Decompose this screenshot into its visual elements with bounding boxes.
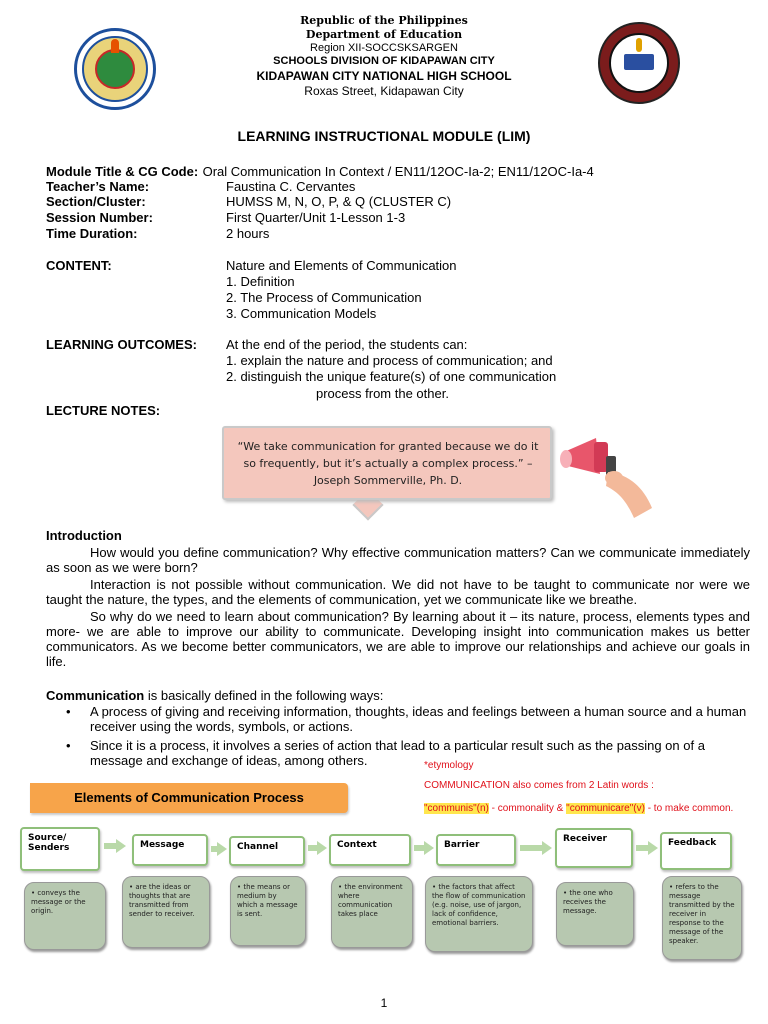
definition-intro — [46, 688, 383, 703]
definition-bullet: A process of giving and receiving information, thoughts, ideas and feelings between a human source and a human receiver using the words, symbols, or actions. — [90, 704, 747, 734]
element-box-channel: Channel — [229, 836, 305, 866]
arrow-right-icon — [317, 841, 327, 855]
time-label: Time Duration: — [46, 226, 138, 241]
definition-bullet: Since it is a process, it involves a series of action that lead to a particular result such as the passing on of a message and exchange of ideas, among others. — [90, 738, 705, 768]
outcome-item: 1. explain the nature and process of communication; and — [226, 353, 553, 368]
section-value: HUMSS M, N, O, P, & Q (CLUSTER C) — [226, 194, 452, 209]
time-value: 2 hours — [226, 226, 270, 241]
section-label: Section/Cluster: — [46, 194, 146, 209]
intro-paragraph: Interaction is not possible without communication. We did not have to be taught to communicate nor were we taught the nature, the types, and the elements of communication, yet we communicate like we breathe. — [46, 577, 750, 607]
school-address: Roxas Street, Kidapawan City — [304, 84, 464, 98]
quote-text: “We take communication for granted because we do it so frequently, but it’s actually a complex process.” – Joseph Sommerville, Ph. D. — [237, 440, 539, 487]
element-box-feedback: Feedback — [660, 832, 732, 870]
element-desc-channel: • the means or medium by which a message is sent. — [230, 876, 306, 946]
outcome-item-cont: process from the other. — [316, 386, 449, 401]
flow-arrow-stem — [520, 845, 542, 851]
school-name: KIDAPAWAN CITY NATIONAL HIGH SCHOOL — [256, 69, 512, 83]
session-label: Session Number: — [46, 210, 153, 225]
outcomes-label: LEARNING OUTCOMES: — [46, 337, 197, 352]
content-heading: Nature and Elements of Communication — [226, 258, 457, 273]
page-title: LEARNING INSTRUCTIONAL MODULE (LIM) — [237, 128, 531, 144]
region-line: Region XII-SOCCSKSARGEN — [310, 42, 458, 54]
element-desc-source: • conveys the message or the origin. — [24, 882, 106, 950]
bullet-icon: • — [66, 704, 71, 719]
department-line: Department of Education — [305, 28, 463, 41]
etymology-tag: *etymology — [424, 760, 474, 771]
teacher-label: Teacher’s Name: — [46, 179, 150, 194]
definition-term: Communication — [46, 688, 145, 703]
flow-arrow-stem — [636, 845, 648, 851]
element-desc-context: • the environment where communication takes place — [331, 876, 413, 948]
etymology-words — [424, 803, 733, 814]
outcome-item: 2. distinguish the unique feature(s) of one communication — [226, 369, 557, 384]
element-desc-receiver: • the one who receives the message. — [556, 882, 634, 946]
arrow-right-icon — [648, 841, 658, 855]
arrow-right-icon — [424, 841, 434, 855]
element-desc-message: • are the ideas or thoughts that are transmitted from sender to receiver. — [122, 876, 210, 948]
content-item: 3. Communication Models — [226, 306, 377, 321]
flow-arrow-stem — [308, 845, 317, 851]
module-value: Oral Communication In Context / EN11/12OC-Ia-2; EN11/12OC-Ia-4 — [202, 164, 594, 179]
content-label: CONTENT: — [46, 258, 112, 273]
etymology-mid: - commonality & — [488, 803, 567, 814]
megaphone-icon — [556, 428, 656, 520]
content-item: 1. Definition — [226, 274, 295, 289]
bullet-icon: • — [66, 738, 71, 753]
element-box-message: Message — [132, 834, 208, 866]
arrow-right-icon — [217, 842, 227, 856]
page-number: 1 — [380, 996, 388, 1010]
introduction-heading: Introduction — [46, 528, 122, 543]
elements-title-banner — [30, 783, 348, 813]
flow-arrow-stem — [414, 845, 424, 851]
elements-title: Elements of Communication Process — [74, 790, 304, 805]
element-box-barrier: Barrier — [436, 834, 516, 866]
latin-word-communis: "communis"(n) — [424, 803, 489, 814]
element-box-receiver: Receiver — [555, 828, 633, 868]
session-value: First Quarter/Unit 1-Lesson 1-3 — [226, 210, 406, 225]
arrow-right-icon — [542, 841, 552, 855]
element-desc-barrier: • the factors that affect the flow of communication (e.g. noise, use of jargon, lack of confidence, emotional barriers. — [425, 876, 533, 952]
teacher-value: Faustina C. Cervantes — [226, 179, 356, 194]
lecture-notes-label: LECTURE NOTES: — [46, 403, 161, 418]
intro-paragraph: So why do we need to learn about communication? By learning about it – its nature, process, elements types and more- we are able to improve our ability to communicate. Developing insight into communication makes us better communicators. As we become better communicators, we are able to improve our relationships and achieve our goals in life. — [46, 609, 750, 669]
flow-arrow-stem — [104, 843, 116, 849]
etymology-line: COMMUNICATION also comes from 2 Latin words : — [424, 780, 654, 791]
module-label: Module Title & CG Code: — [46, 164, 199, 179]
content-item: 2. The Process of Communication — [226, 290, 422, 305]
element-box-context: Context — [329, 834, 411, 866]
republic-line: Republic of the Philippines — [300, 14, 468, 27]
etymology-end: - to make common. — [644, 803, 734, 814]
latin-word-communicare: "communicare"(v) — [566, 803, 645, 814]
intro-paragraph: How would you define communication? Why effective communication matters? Can we communicate immediately as soon as we were born? — [46, 545, 750, 575]
definition-rest: is basically defined in the following ways: — [144, 688, 384, 703]
element-box-source: Source/ Senders — [20, 827, 100, 871]
outcomes-intro: At the end of the period, the students can: — [226, 337, 468, 352]
element-desc-feedback: • refers to the message transmitted by the receiver in response to the message of the speaker. — [662, 876, 742, 960]
division-line: SCHOOLS DIVISION OF KIDAPAWAN CITY — [273, 55, 495, 67]
arrow-right-icon — [116, 839, 126, 853]
